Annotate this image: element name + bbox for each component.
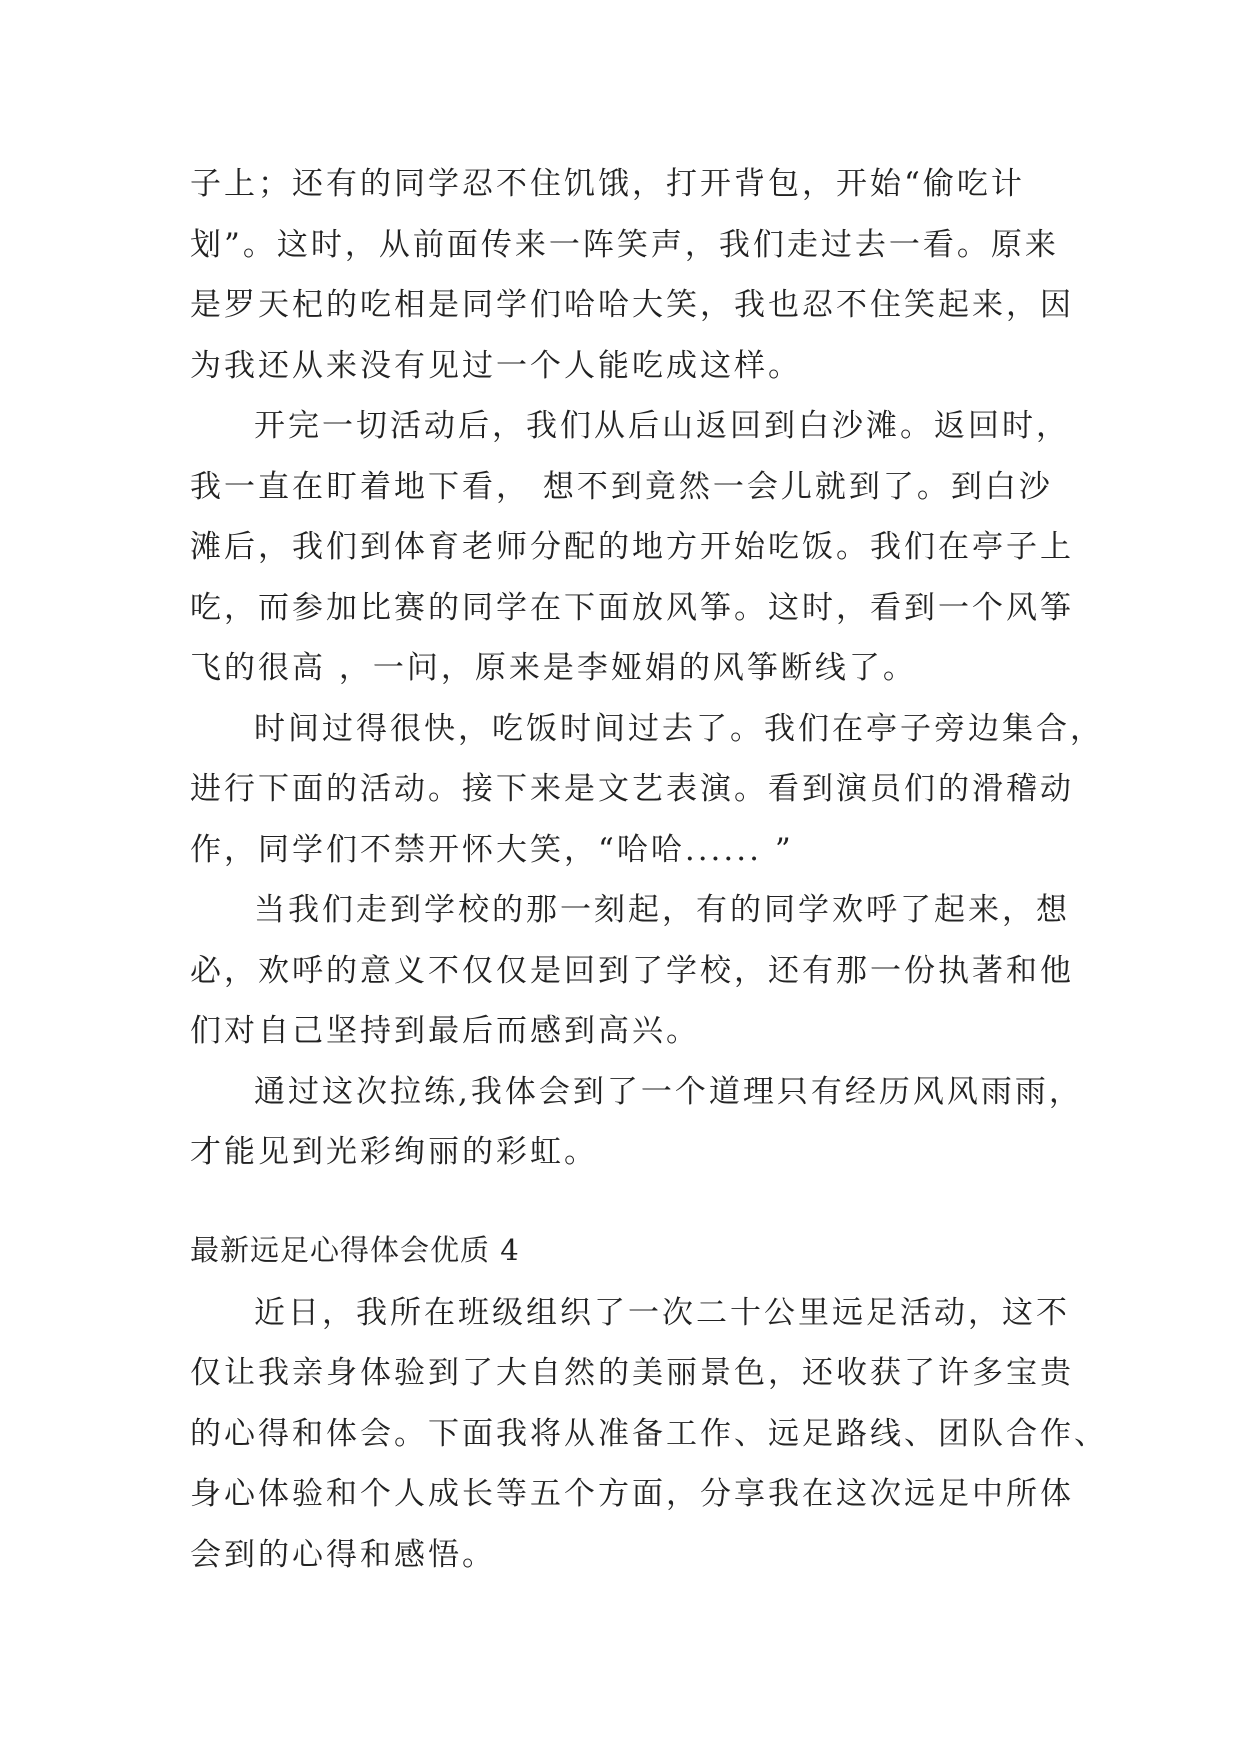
text-line: 身心体验和个人成长等五个方面，分享我在这次远足中所体 (190, 1476, 1074, 1512)
paragraph-first-line: 时间过得很快，吃饭时间过去了。我们在亭子旁边集合， (254, 711, 1104, 747)
text-line: 会到的心得和感悟。 (190, 1537, 496, 1573)
text-line: 为我还从来没有见过一个人能吃成这样。 (190, 348, 802, 384)
paragraph-first-line: 开完一切活动后，我们从后山返回到白沙滩。返回时， (254, 408, 1070, 444)
text-line: 飞的很高 ，一问，原来是李娅娟的风筝断线了。 (190, 650, 917, 686)
text-line: 仅让我亲身体验到了大自然的美丽景色，还收获了许多宝贵 (190, 1355, 1074, 1391)
paragraph-first-line: 通过这次拉练,我体会到了一个道理只有经历风风雨雨， (254, 1074, 1083, 1110)
section-heading: 最新远足心得体会优质 4 (190, 1233, 520, 1267)
text-line: 必，欢呼的意义不仅仅是回到了学校，还有那一份执著和他 (190, 953, 1074, 989)
text-line: 吃，而参加比赛的同学在下面放风筝。这时，看到一个风筝 (190, 590, 1074, 626)
text-line: 们对自己坚持到最后而感到高兴。 (190, 1013, 700, 1049)
paragraph-first-line: 当我们走到学校的那一刻起，有的同学欢呼了起来，想 (254, 892, 1070, 928)
text-line: 滩后，我们到体育老师分配的地方开始吃饭。我们在亭子上 (190, 529, 1074, 565)
text-line: 作，同学们不禁开怀大笑，“哈哈...... ” (190, 832, 794, 868)
text-line: 才能见到光彩绚丽的彩虹。 (190, 1134, 598, 1170)
paragraph-first-line: 近日，我所在班级组织了一次二十公里远足活动，这不 (254, 1295, 1070, 1331)
text-line: 进行下面的活动。接下来是文艺表演。看到演员们的滑稽动 (190, 771, 1074, 807)
text-line: 子上；还有的同学忍不住饥饿，打开背包，开始“偷吃计 (190, 166, 1025, 202)
text-line: 是罗天杞的吃相是同学们哈哈大笑，我也忍不住笑起来，因 (190, 287, 1074, 323)
text-line: 的心得和体会。下面我将从准备工作、远足路线、团队合作、 (190, 1416, 1108, 1452)
text-line: 划”。这时，从前面传来一阵笑声，我们走过去一看。原来 (190, 227, 1059, 263)
text-line: 我一直在盯着地下看， 想不到竟然一会儿就到了。到白沙 (190, 469, 1053, 505)
